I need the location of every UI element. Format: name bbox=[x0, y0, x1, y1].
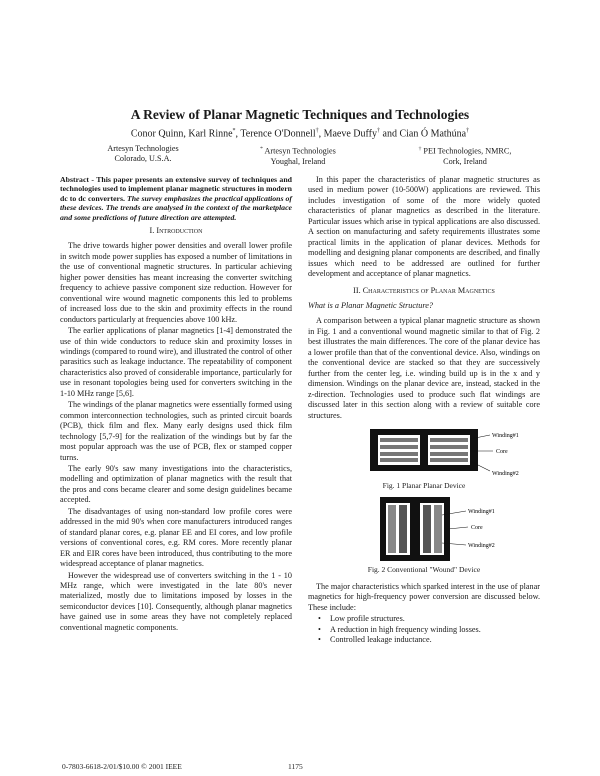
winding-layer bbox=[380, 458, 418, 462]
figure-2-caption: Fig. 2 Conventional "Wound" Device bbox=[367, 565, 481, 575]
wound-device-diagram bbox=[308, 495, 540, 565]
affiliation-line: Artesyn Technologies bbox=[107, 144, 179, 153]
paragraph: The early 90's saw many investigations into the characteristics, modelling and optimization of planar magnetics with the result that the pros and cons became clearer and some design guidelines became accepted. bbox=[60, 464, 292, 505]
paper-title: A Review of Planar Magnetic Techniques and Technologies bbox=[130, 107, 470, 122]
left-column bbox=[60, 175, 292, 634]
paragraph: A comparison between a typical planar magnetic structure as shown in Fig. 1 and a conventional wound magnetic similar to that of Fig. 2 best illustrates the main differences. The core of the planar device has a lower profile than that of the conventional device. Also, windings on the conventional device are stacked so that they are successively further from the center leg, i.e. winding build up is in the x and y dimension. Windings on the planar device are, instead, stacked in the z-direction. Technologies used to produce such flat windings are discussed later in this section along with a review of suitable core structures. bbox=[308, 316, 540, 420]
fig1-label-core: Core bbox=[496, 448, 508, 455]
affiliation-line: Colorado, U.S.A. bbox=[114, 154, 172, 163]
author-name: Maeve Duffy bbox=[323, 128, 378, 140]
author-mark: † bbox=[377, 128, 381, 134]
abstract-text-emph: The survey emphasizes the practical applications of these devices. The trends are analysed in the context of the marketplace and some predictions of future direction are attempted. bbox=[60, 193, 293, 222]
section-heading-characteristics: II. Characteristics of Planar Magnetics bbox=[353, 285, 495, 295]
bullet-item: • A reduction in high frequency winding losses. bbox=[330, 625, 540, 635]
bullet-list bbox=[308, 614, 540, 645]
winding-layer bbox=[430, 458, 468, 462]
paragraph: The earlier applications of planar magnetics [1-4] demonstrated the use of thin wide conductors to reduce skin and proximity losses in windings (compared to round wire), and illustrated the control of other parasitics such as leakage inductance. The repeatability of component characteristics also proved of considerable importance, particularly for use in resonant topologies being used for converters switching in the 1-10 MHz range [5,6]. bbox=[60, 326, 292, 398]
fig1-label-winding2: Winding#2 bbox=[492, 470, 519, 477]
page-number: 1175 bbox=[288, 762, 303, 771]
winding-outer bbox=[423, 505, 431, 553]
fig1-label-winding1: Winding#1 bbox=[492, 432, 519, 439]
winding-layer bbox=[430, 452, 468, 456]
affiliation-line: Artesyn Technologies bbox=[264, 146, 336, 156]
affiliation-line: Cork, Ireland bbox=[443, 156, 487, 166]
abstract-label: Abstract bbox=[60, 175, 90, 184]
fig2-label-winding1: Winding#1 bbox=[468, 509, 495, 516]
affiliation-line: PEI Technologies, NMRC, bbox=[423, 146, 512, 156]
author-mark: † bbox=[315, 128, 319, 134]
winding-layer bbox=[380, 452, 418, 456]
right-column bbox=[308, 175, 540, 646]
affiliation-mark: † bbox=[418, 146, 422, 152]
winding-inner bbox=[434, 505, 442, 553]
winding-layer bbox=[430, 445, 468, 449]
figure-1-caption: Fig. 1 Planar Planar Device bbox=[382, 480, 466, 490]
footer-copyright: 0-7803-6618-2/01/$10.00 © 2001 IEEE bbox=[62, 762, 182, 771]
planar-device-diagram bbox=[308, 425, 540, 485]
affiliation-2 bbox=[238, 144, 358, 167]
fig2-label-winding2: Winding#2 bbox=[468, 543, 495, 550]
winding-inner bbox=[388, 505, 396, 553]
winding-layer bbox=[380, 438, 418, 442]
affiliation-3 bbox=[400, 144, 530, 167]
abstract-text: - This paper presents an extensive survey of techniques and technologies used to implement planar magnetic structures in modern dc to dc converters. bbox=[60, 175, 292, 203]
abstract bbox=[60, 175, 292, 222]
bullet-item: • Controlled leakage inductance. bbox=[330, 635, 540, 645]
paragraph: The major characteristics which sparked interest in the use of planar magnetics for high-frequency power conversion are discussed below. These include: bbox=[308, 581, 540, 612]
section-heading-intro: I. Introduction bbox=[149, 226, 203, 236]
label-leader bbox=[448, 527, 468, 529]
winding-outer bbox=[399, 505, 407, 553]
paragraph: In this paper the characteristics of planar magnetic structures as used in medium power (10-500W) applications are reviewed. This includes investigation of some of the more widely quoted characteristics of planar magnetics as described in the literature. Particular issues which arise in typical applications are also discussed. A section on manufacturing and safety requirements illustrates some practical limits in the application of planar devices. Methods for modelling and designing planar components are described, and finally issues which need to be addressed are outlined for further development and acceptance of planar magnetics. bbox=[308, 175, 540, 279]
fig2-label-core: Core bbox=[471, 525, 483, 532]
author-line: Conor Quinn, Karl Rinne*, Terence O'Donnell†, Maeve Duffy† and Cian Ó Mathúna† bbox=[130, 128, 470, 140]
affiliation-line: Youghal, Ireland bbox=[270, 156, 326, 166]
author-mark: * bbox=[232, 128, 236, 134]
author-name: Karl Rinne bbox=[188, 128, 233, 140]
author-name: Conor Quinn bbox=[130, 128, 184, 140]
affiliation-mark: * bbox=[260, 146, 263, 152]
author-name: Cian Ó Mathúna bbox=[399, 128, 467, 140]
subsection-heading: What is a Planar Magnetic Structure? bbox=[308, 300, 433, 310]
winding-layer bbox=[380, 445, 418, 449]
paragraph: The drive towards higher power densities and overall lower profile in switch mode power supplies has exposed a number of limitations in the use of conventional magnetic structures. In particular achieving higher power densities has meant increasing the converter switching frequency to achieve passive component size reduction. However for conventional wire wound magnetic components this led to problems of increased loss due to the skin and proximity effects in the round conductors particularly at frequencies above 100 kHz. bbox=[60, 241, 292, 324]
paragraph: The windings of the planar magnetics were essentially formed using common interconnection technologies, such as printed circuit boards (PCB), thick film and flex. Many early designs used thick film technology [5,7-9] for the realization of the windings but by far the most popular approach was the use of PCB, flex or stamped copper turns. bbox=[60, 400, 292, 462]
affiliation-1 bbox=[88, 144, 198, 164]
bullet-item: • Low profile structures. bbox=[330, 614, 540, 624]
figure-2 bbox=[308, 495, 540, 565]
paragraph: The disadvantages of using non-standard low profile cores were addressed in the mid 90's when core manufacturers introduced ranges of standard planar cores, e.g. planar EE and EI cores, and low profile versions of conventional cores, e.g. RM cores. More recently planar ER and EIR cores have been introduced, thus contributing to the more widespread acceptance of planar magnetics. bbox=[60, 506, 292, 569]
author-mark: † bbox=[466, 128, 470, 134]
figure-1 bbox=[308, 425, 540, 485]
paragraph: However the widespread use of converters switching in the 1 - 10 MHz range, which were investigated in the late 80's never materialized, mostly due to limitations imposed by losses in the semiconductor devices [10]. Consequently, although planar magnetics have gained use in some areas they have not completely replaced conventional magnetic components. bbox=[60, 570, 292, 632]
winding-layer bbox=[430, 438, 468, 442]
author-name: Terence O'Donnell bbox=[240, 128, 316, 140]
